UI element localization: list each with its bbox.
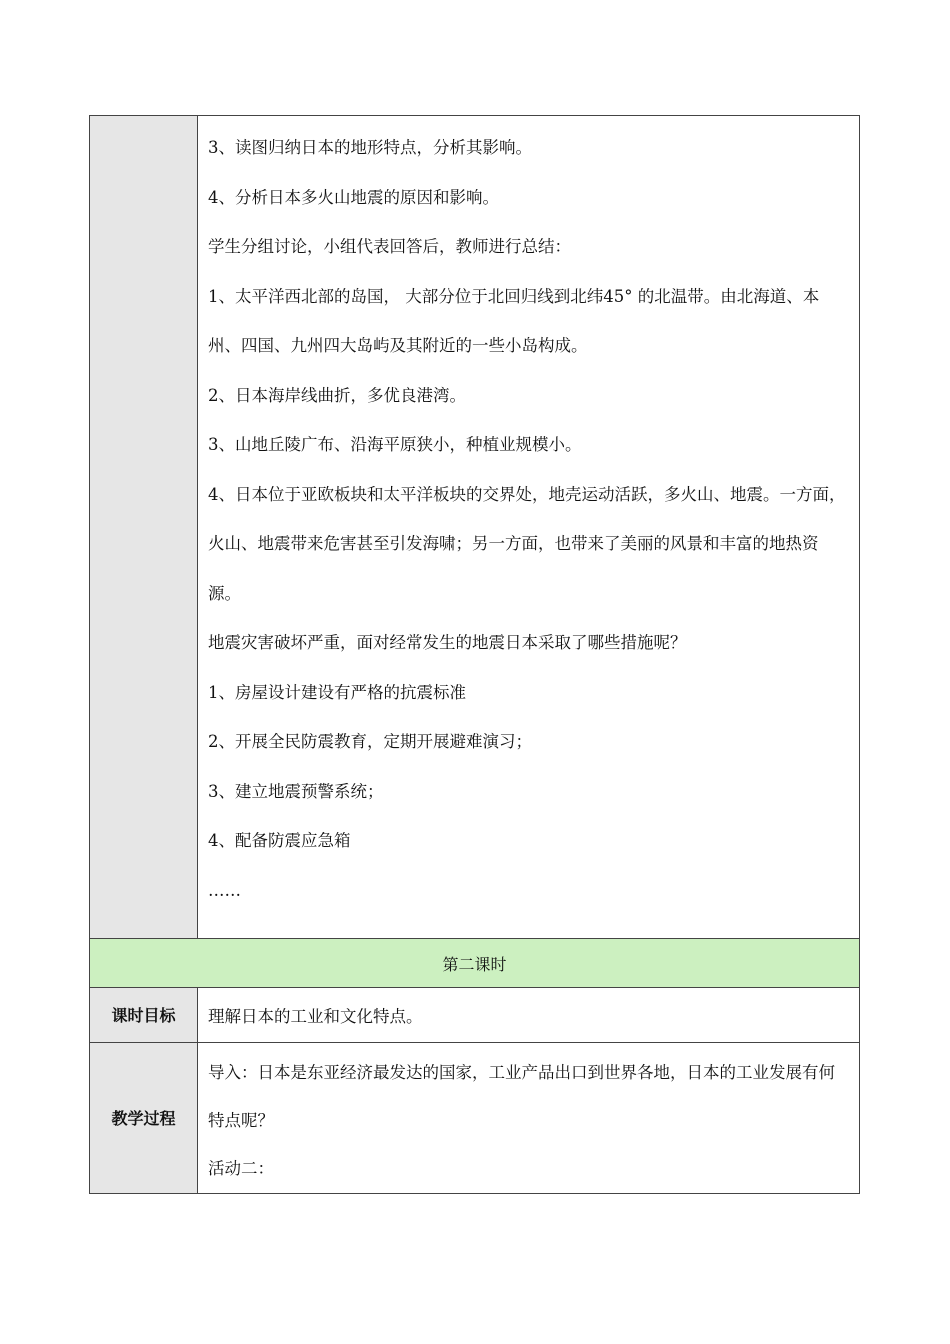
paragraph: 1、房屋设计建设有严格的抗震标准 (208, 682, 466, 702)
activity-content-cell (198, 116, 860, 939)
goal-text: 理解日本的工业和文化特点。 (208, 1007, 423, 1026)
paragraph: 3、山地丘陵广布、沿海平原狭小，种植业规模小。 (208, 435, 582, 454)
ellipsis-paragraph: …… (208, 880, 241, 900)
activity-row (90, 116, 860, 939)
goal-label: 课时目标 (90, 988, 198, 1043)
paragraph: 地震灾害破坏严重，面对经常发生的地震日本采取了哪些措施呢？ (208, 633, 687, 652)
paragraph: 导入：日本是东亚经济最发达的国家，工业产品出口到世界各地，日本的工业发展有何特点呢？ (208, 1062, 835, 1130)
paragraph: 4、分析日本多火山地震的原因和影响。 (208, 187, 499, 207)
paragraph: 4、配备防震应急箱 (208, 831, 351, 850)
paragraph: 2、日本海岸线曲折，多优良港湾。 (208, 385, 466, 405)
paragraph: 学生分组讨论，小组代表回答后，教师进行总结： (208, 237, 571, 256)
process-row (90, 1042, 860, 1193)
row-label-cell (90, 116, 198, 939)
lesson-plan-table (89, 115, 860, 1194)
paragraph: 1、太平洋西北部的岛国， 大部分位于北回归线到北纬45° 的北温带。由北海道、本州、四国、九州四大岛屿及其附近的一些小岛构成。 (208, 286, 820, 355)
paragraph: 3、读图归纳日本的地形特点，分析其影响。 (208, 138, 532, 157)
process-content-cell (198, 1042, 860, 1193)
paragraph: 3、建立地震预警系统； (208, 781, 384, 801)
paragraph: 活动二： (208, 1158, 274, 1178)
paragraph: 4、日本位于亚欧板块和太平洋板块的交界处，地壳运动活跃，多火山、地震。一方面，火山、地震带来危害甚至引发海啸；另一方面，也带来了美丽的风景和丰富的地热资源。 (208, 484, 846, 603)
section-header-row (90, 939, 860, 988)
goal-content-cell (198, 988, 860, 1043)
goal-row (90, 988, 860, 1043)
paragraph: 2、开展全民防震教育，定期开展避难演习； (208, 732, 532, 751)
section-title: 第二课时 (90, 939, 860, 988)
process-label: 教学过程 (90, 1042, 198, 1193)
